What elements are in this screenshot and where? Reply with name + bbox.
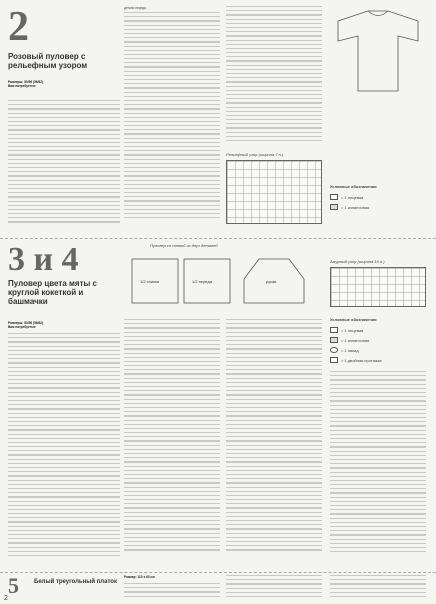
schematic-label: рукав bbox=[266, 279, 277, 284]
text-lines bbox=[124, 12, 220, 230]
section-3-4 bbox=[0, 238, 436, 572]
knit-symbol-icon bbox=[330, 327, 338, 333]
chart-title: Ажурный узор (ширина 10 п.) bbox=[330, 259, 385, 264]
legend-label: = 1 двойная протяжка bbox=[341, 357, 382, 363]
text-lines bbox=[124, 319, 220, 565]
legend-label: = 1 накид bbox=[341, 347, 359, 353]
legend-item bbox=[330, 357, 382, 363]
section-number: 3 и 4 bbox=[8, 241, 79, 278]
legend-title: Условные обозначения bbox=[330, 317, 377, 322]
text-lines bbox=[226, 6, 322, 146]
section-title: Белый треугольный платок bbox=[34, 579, 117, 585]
knit-chart bbox=[226, 160, 322, 224]
materials-head: Вам потребуется: bbox=[8, 84, 36, 89]
legend-label: = 1 лицевая bbox=[341, 194, 364, 200]
schematic-label: 1/2 переда bbox=[192, 279, 212, 284]
purl-symbol-icon bbox=[330, 337, 338, 343]
legend-item bbox=[330, 347, 359, 353]
double-decrease-icon bbox=[330, 357, 338, 363]
text-lines bbox=[124, 583, 220, 603]
legend-label: = 1 изнаночная bbox=[341, 204, 370, 210]
legend-item bbox=[330, 194, 363, 200]
legend-item bbox=[330, 327, 363, 333]
legend-item bbox=[330, 204, 369, 210]
yarn-over-icon bbox=[330, 347, 338, 353]
chart-title: Рельефный узор (ширина 7 п.) bbox=[226, 152, 284, 157]
text-lines bbox=[330, 575, 426, 603]
size-line: Размеры: 50/56 (56/62) bbox=[8, 321, 44, 325]
legend-title: Условные обозначения bbox=[330, 184, 377, 189]
materials-column bbox=[8, 321, 120, 331]
pullover-schematic bbox=[328, 6, 428, 96]
knit-symbol-icon bbox=[330, 194, 338, 200]
text-lines bbox=[8, 100, 120, 230]
legend-item bbox=[330, 337, 369, 343]
legend-label: = 1 лицевая bbox=[341, 327, 364, 333]
section-5 bbox=[0, 572, 436, 604]
size-text: Размер: 110 x 63 см bbox=[124, 575, 155, 579]
schematic-label: 1/2 спинки bbox=[140, 279, 160, 284]
text-lines bbox=[226, 319, 322, 565]
size-line bbox=[124, 575, 220, 581]
text-lines bbox=[226, 575, 322, 603]
purl-symbol-icon bbox=[330, 204, 338, 210]
materials-head: Вам потребуется: bbox=[8, 325, 36, 330]
size-line: Размеры: 50/56 (56/62) bbox=[8, 80, 44, 84]
text-lines bbox=[8, 333, 120, 565]
text-lines bbox=[330, 371, 426, 565]
section-number: 5 bbox=[8, 573, 19, 598]
lace-chart bbox=[330, 267, 426, 307]
section-title: Розовый пуловер с рельефным узором bbox=[8, 52, 88, 71]
page-number: 2 bbox=[4, 595, 8, 602]
section-title: Пуловер цвета мяты с круглой кокеткой и башмачки bbox=[8, 279, 97, 307]
pattern-title: Пуловер со схемой из двух деталей bbox=[150, 243, 218, 248]
legend-label: = 1 изнаночная bbox=[341, 337, 370, 343]
section-2 bbox=[0, 0, 436, 238]
section-number: 2 bbox=[8, 4, 29, 50]
col2-head-text: детали переда. bbox=[124, 6, 147, 10]
